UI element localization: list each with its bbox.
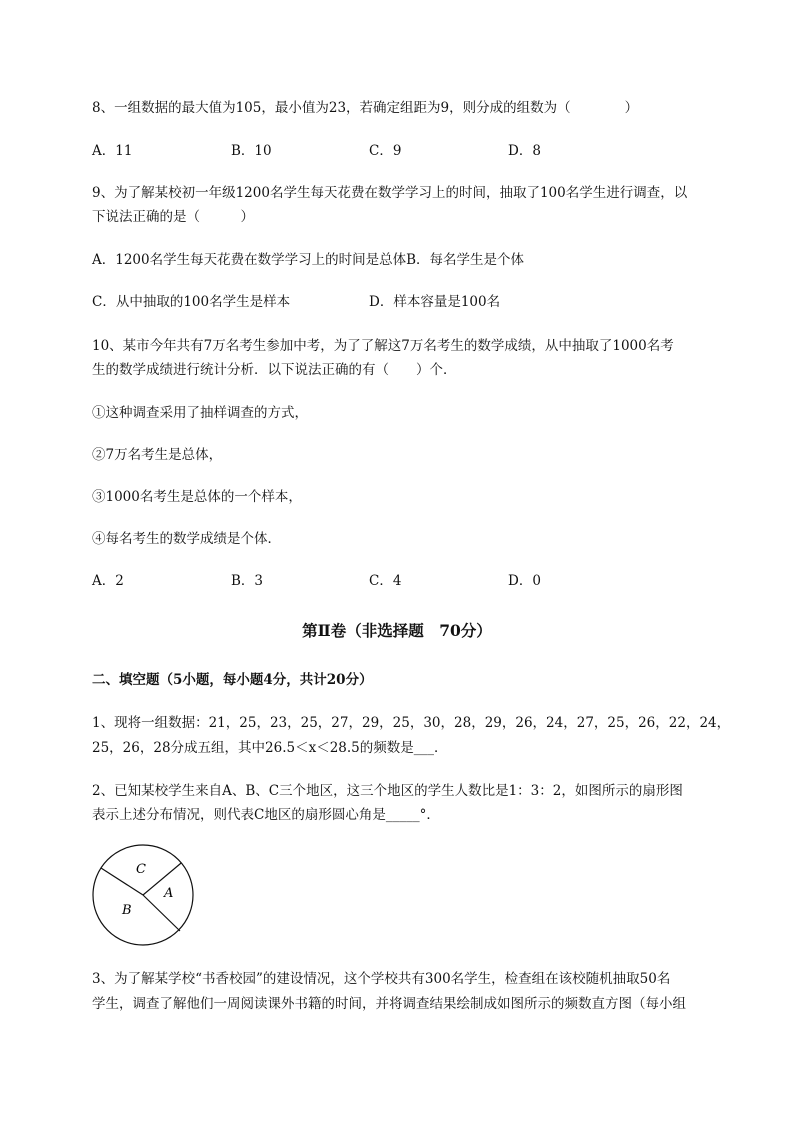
pie-divider-ab xyxy=(143,863,181,895)
fill2-line2: 表示上述分布情况，则代表C地区的扇形圆心角是_____°． xyxy=(92,807,440,823)
q9-option-c: C．从中抽取的100名学生是样本 xyxy=(92,294,291,310)
q10-option-b: B．3 xyxy=(231,573,264,589)
pie-label-b: B xyxy=(122,903,132,918)
section-heading: 二、填空题（5小题，每小题4分，共计20分） xyxy=(92,672,373,688)
pie-divider-ba xyxy=(143,895,180,931)
q10-statement-4: ④每名考生的数学成绩是个体． xyxy=(92,531,281,547)
q8-option-b: B．10 xyxy=(231,143,272,159)
q10-statement-3: ③1000名考生是总体的一个样本， xyxy=(92,489,302,505)
q9-option-d: D．样本容量是100名 xyxy=(369,294,501,310)
q10-statement-1: ①这种调查采用了抽样调查的方式， xyxy=(92,405,308,421)
fill1-line2: 25，26，28分成五组，其中26.5＜x＜28.5的频数是___． xyxy=(92,740,448,756)
fill1-line1: 1、现将一组数据：21，25，23，25，27，29，25，30，28，29，26，24，27，25，26，22，24， xyxy=(92,715,731,731)
q10-statement-2: ②7万名考生是总体， xyxy=(92,447,223,463)
pie-figure xyxy=(88,840,200,952)
fill3-line1: 3、为了解某学校“书香校园”的建设情况，这个学校共有300名学生，检查组在该校随机抽取50名 xyxy=(92,971,671,987)
q10-stem-line2: 生的数学成绩进行统计分析．以下说法正确的有（ ）个． xyxy=(92,362,457,378)
q8-stem: 8、一组数据的最大值为105，最小值为23，若确定组距为9，则分成的组数为（ ） xyxy=(92,100,639,116)
q8-option-d: D．8 xyxy=(508,143,541,159)
q10-option-d: D．0 xyxy=(508,573,541,589)
section-title: 第Ⅱ卷（非选择题 70分） xyxy=(302,621,492,640)
q10-stem-line1: 10、某市今年共有7万名考生参加中考，为了了解这7万名考生的数学成绩，从中抽取了1000名考 xyxy=(92,338,674,354)
q9-stem-line2: 下说法正确的是（ ） xyxy=(92,209,254,225)
q8-option-c: C．9 xyxy=(369,143,402,159)
q10-option-a: A．2 xyxy=(92,573,124,589)
pie-label-a: A xyxy=(164,886,174,901)
q9-option-ab: A．1200名学生每天花费在数学学习上的时间是总体B．每名学生是个体 xyxy=(92,252,525,268)
q8-option-a: A．11 xyxy=(92,143,133,159)
fill2-line1: 2、已知某校学生来自A、B、C三个地区，这三个地区的学生人数比是1：3：2，如图所示的扇形图 xyxy=(92,783,683,799)
q10-option-c: C．4 xyxy=(369,573,402,589)
fill3-line2: 学生，调查了解他们一周阅读课外书籍的时间，并将调查结果绘制成如图所示的频数直方图（每小组 xyxy=(92,996,686,1012)
q9-stem-line1: 9、为了解某校初一年级1200名学生每天花费在数学学习上的时间，抽取了100名学生进行调查，以 xyxy=(92,185,688,201)
pie-label-c: C xyxy=(136,862,146,877)
